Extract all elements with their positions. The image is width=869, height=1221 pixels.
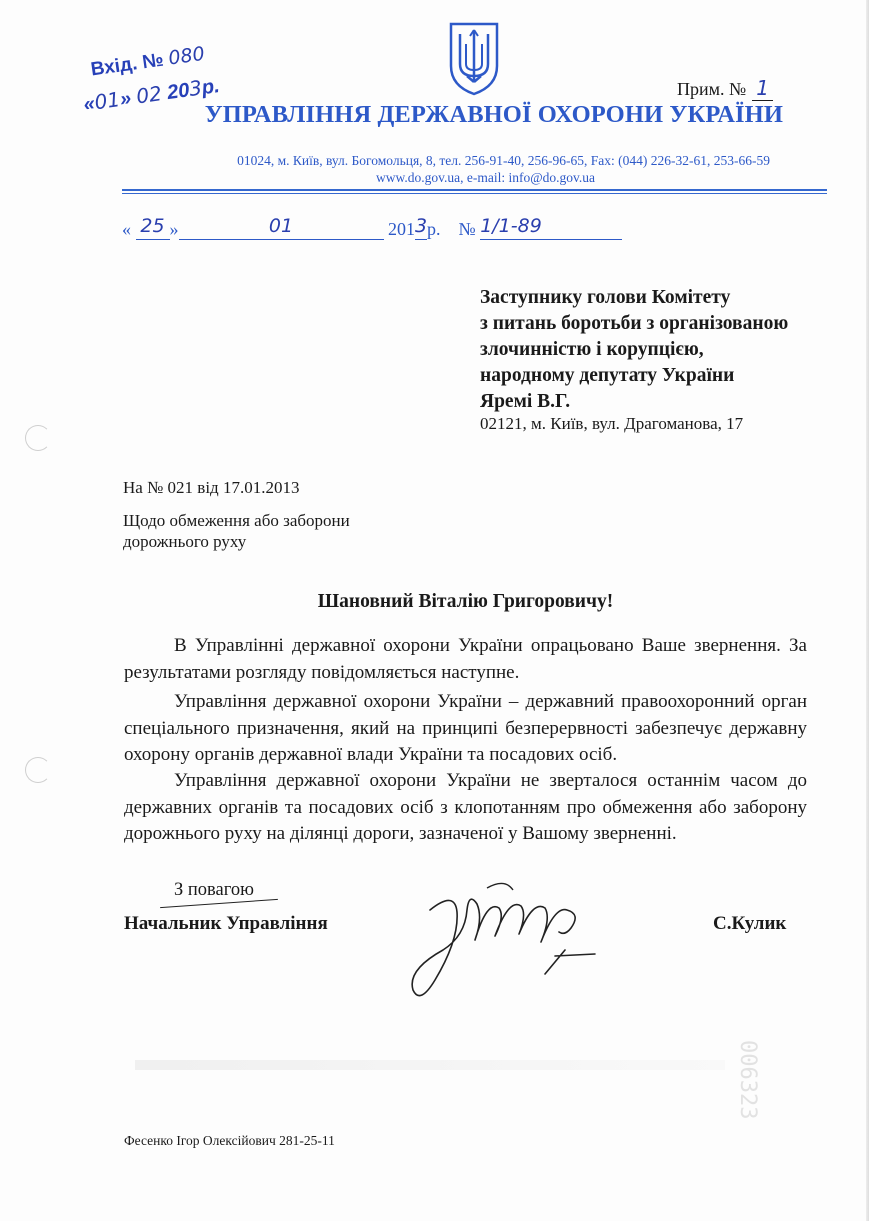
reg-year-suffix: р. (427, 219, 441, 239)
reg-year-digit: 3 (415, 215, 428, 237)
organization-web: www.do.gov.ua, e-mail: info@do.gov.ua (375, 170, 595, 185)
reg-month: 01 (268, 215, 294, 237)
addressee-line: з питань боротьби з організованою (480, 313, 789, 334)
closing-regards: З повагою (174, 880, 254, 900)
letterhead-rule-thin (122, 193, 827, 194)
side-serial-number: 006323 (735, 1040, 760, 1120)
reg-number-field (480, 217, 622, 240)
subject-block (123, 510, 350, 552)
reg-month-field (179, 217, 384, 240)
incoming-stamp-date-line: «01» 02 203р. (82, 74, 222, 116)
addressee-line: Заступнику голови Комітету (480, 287, 731, 308)
reg-number-label: № (458, 219, 476, 239)
organization-title: УПРАВЛІННЯ ДЕРЖАВНОЇ ОХОРОНИ УКРАЇНИ (204, 101, 783, 128)
incoming-year-end: р. (200, 74, 222, 100)
reg-year-digit-field (415, 217, 427, 240)
appendix-number (677, 76, 773, 100)
letterhead-rule (122, 189, 827, 191)
body-paragraph: В Управлінні державної охорони України опрацьовано Ваше звернення. За результатами розгляду повідомляється наступне. (124, 635, 807, 683)
reg-day-field (136, 217, 170, 240)
punch-hole (25, 757, 51, 783)
subject-line: дорожнього руху (123, 532, 247, 551)
executor-line: Фесенко Ігор Олексійович 281-25-11 (124, 1133, 335, 1148)
incoming-month: 02 (134, 81, 164, 109)
incoming-day: 01 (92, 86, 122, 115)
subject-line: Щодо обмеження або заборони (123, 511, 350, 530)
reg-day: 25 (140, 215, 165, 237)
signer-name: С.Кулик (713, 913, 787, 934)
reference-line: На № 021 від 17.01.2013 (123, 478, 300, 497)
handwritten-signature (395, 870, 605, 1010)
addressee-line: злочинністю і корупцією, (480, 339, 704, 360)
addressee-line: народному депутату України (480, 365, 735, 386)
incoming-label: Вхід. № (89, 49, 165, 81)
incoming-year-suffix: 3 (187, 75, 204, 102)
greeting: Шановний Віталію Григоровичу! (317, 591, 614, 612)
appendix-value: 1 (752, 76, 773, 101)
signer-position: Начальник Управління (124, 913, 328, 934)
incoming-year-prefix: 20 (165, 79, 191, 105)
reg-number: 1/1-89 (480, 215, 542, 237)
appendix-label: Прим. № (677, 79, 747, 99)
addressee-block (480, 285, 788, 415)
addressee-address: 02121, м. Київ, вул. Драгоманова, 17 (480, 414, 744, 433)
punch-hole (25, 425, 51, 451)
incoming-stamp-number-line (89, 43, 206, 82)
registration-line: « 25 » 01 2013р. № 1/1-89 (122, 217, 622, 240)
incoming-number: 080 (167, 42, 207, 70)
reg-year-prefix: 201 (388, 219, 415, 239)
body-paragraph: Управління державної охорони України не зверталося останнім часом до державних органів та посадових осіб з клопотанням про обмеження або заборону дорожнього руху на ділянці дороги, зазначеної у Вашому зверненні. (124, 770, 807, 844)
coat-of-arms-icon (447, 20, 501, 96)
organization-address: 01024, м. Київ, вул. Богомольця, 8, тел. 256-91-40, 256-96-65, Fax: (044) 226-32-61, 253-66-59 (237, 153, 770, 168)
faint-bleed-through (135, 1060, 725, 1070)
body-paragraph: Управління державної охорони України – державний правоохоронний орган спеціального призначення, який на принципі безперервності забезпечує державну охорону органів державної влади України та посадових осіб. (124, 691, 807, 765)
addressee-line: Яремі В.Г. (480, 391, 571, 412)
